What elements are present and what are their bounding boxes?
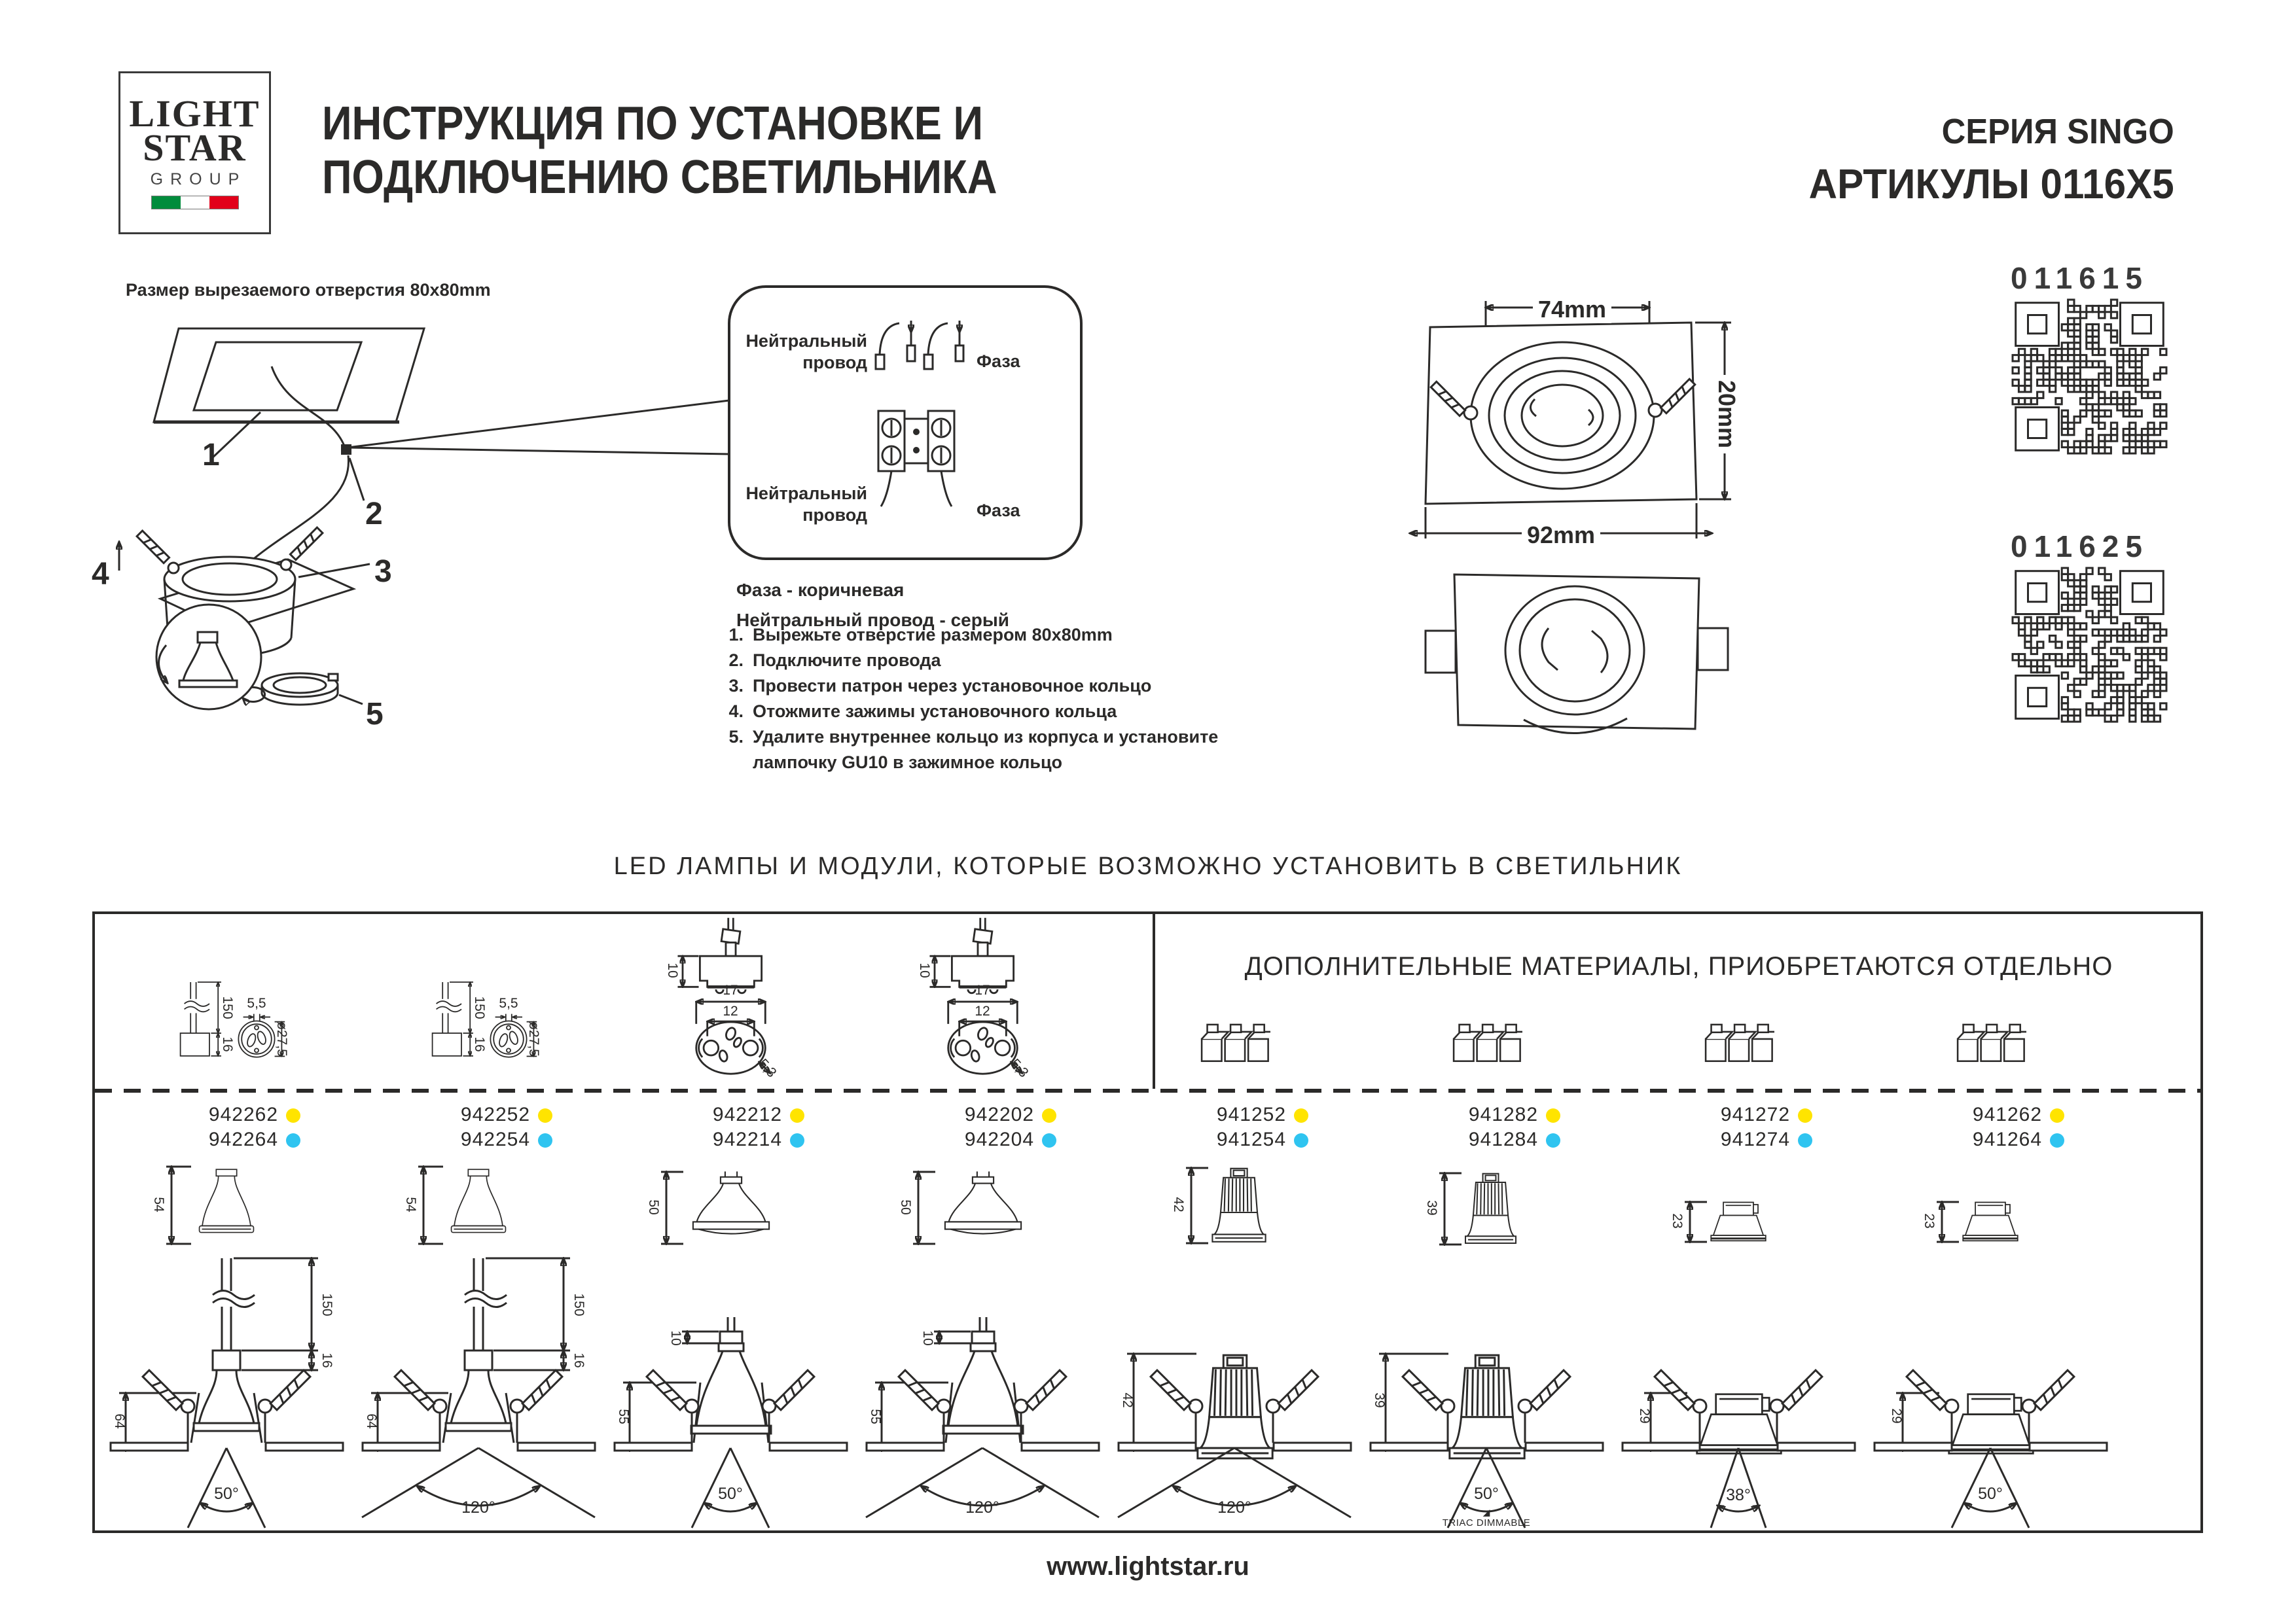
qr-code-2 xyxy=(2013,568,2166,722)
neutral-wire-label-bottom: Нейтральный провод xyxy=(745,484,867,525)
beam-angle-label: 50° xyxy=(214,1485,239,1503)
articles-label: АРТИКУЛЫ 0116Х5 xyxy=(1808,160,2174,207)
step-number: 4. xyxy=(728,701,744,721)
step-text: лампочку GU10 в зажимное кольцо xyxy=(753,752,1063,772)
dim-label: 5,3 xyxy=(755,1056,780,1081)
lamp-height-label: 42 xyxy=(1171,1197,1186,1212)
website-url: www.lightstar.ru xyxy=(1047,1552,1249,1581)
led-module-drawing xyxy=(1109,1161,1361,1253)
dim-label: 16 xyxy=(319,1352,334,1368)
triac-dimmable-label: TRIAC DIMMABLE xyxy=(1442,1517,1531,1528)
cool-white-dot-icon xyxy=(1546,1133,1560,1148)
dim-20mm: 20mm xyxy=(1713,375,1740,453)
beam-angle-label: 120° xyxy=(1217,1498,1251,1517)
terminal-block-icon xyxy=(1865,914,2117,1091)
dim-label: 39 xyxy=(1372,1392,1387,1408)
neutral-wire-label-top: Нейтральный провод xyxy=(745,331,867,372)
step-text: Вырежьте отверстие размером 80x80mm xyxy=(753,625,1113,644)
dim-74mm: 74mm xyxy=(1533,296,1611,323)
lamp-code-cool: 941254 xyxy=(1135,1129,1308,1151)
cool-white-dot-icon xyxy=(1294,1133,1308,1148)
led-module-drawing xyxy=(1613,1161,1865,1253)
fixture-side-view xyxy=(1414,568,1741,758)
beam-angle-label: 50° xyxy=(1978,1485,2003,1503)
install-drawing xyxy=(857,1254,1109,1529)
step-text: Удалите внутреннее кольцо из корпуса и установите xyxy=(753,727,1219,747)
warm-white-dot-icon xyxy=(790,1108,804,1123)
dim-92mm: 92mm xyxy=(1522,521,1600,549)
dim-label: 5,5 xyxy=(499,996,518,1011)
dim-label: 10 xyxy=(665,962,680,978)
lamp-column-7 xyxy=(1613,914,1865,1530)
dim-label: 10 xyxy=(920,1330,935,1346)
lamp-code-cool: 941264 xyxy=(1891,1129,2064,1151)
warm-white-dot-icon xyxy=(538,1108,552,1123)
lamp-code-cool: 942204 xyxy=(883,1129,1056,1151)
cool-white-dot-icon xyxy=(1042,1133,1056,1148)
page-title xyxy=(322,97,997,204)
lamp-code-cool: 942254 xyxy=(379,1129,552,1151)
phase-label-top: Фаза xyxy=(977,351,1020,371)
cool-white-dot-icon xyxy=(2050,1133,2064,1148)
installation-diagram xyxy=(98,308,478,831)
install-drawing xyxy=(353,1254,605,1529)
callout-4: 4 xyxy=(92,557,109,591)
warm-white-dot-icon xyxy=(1042,1108,1056,1123)
lamp-code-warm: 941262 xyxy=(1891,1104,2064,1126)
lamp-height-label: 39 xyxy=(1424,1200,1439,1216)
step-number: 3. xyxy=(728,676,744,696)
dim-label: 16 xyxy=(220,1036,235,1052)
step-number: 2. xyxy=(728,650,744,670)
dim-label: 55 xyxy=(868,1409,883,1424)
lamp-code-warm: 941272 xyxy=(1639,1104,1812,1126)
cool-white-dot-icon xyxy=(538,1133,552,1148)
logo-word-star: STAR xyxy=(143,126,247,169)
lamp-column-8 xyxy=(1865,914,2117,1530)
callout-5: 5 xyxy=(366,697,384,732)
dim-label: 64 xyxy=(364,1413,379,1429)
cool-white-dot-icon xyxy=(790,1133,804,1148)
dim-label: 42 xyxy=(1120,1392,1135,1408)
step-text: Провести патрон через установочное кольцо xyxy=(753,676,1152,696)
series-label: СЕРИЯ SINGO xyxy=(1941,112,2174,151)
gu10-lamp-drawing xyxy=(101,1161,353,1253)
led-module-drawing xyxy=(1865,1161,2117,1253)
mr16-lamp-drawing xyxy=(857,1161,1109,1253)
lamp-code-warm: 942252 xyxy=(379,1104,552,1126)
dim-label: 29 xyxy=(1637,1408,1652,1424)
dim-label: ø27,5 xyxy=(274,1021,289,1057)
callout-2: 2 xyxy=(365,497,383,531)
terminal-block-icon xyxy=(1613,914,1865,1091)
callout-1: 1 xyxy=(202,438,220,472)
dim-label: 16 xyxy=(571,1352,586,1368)
lamp-code-warm: 941252 xyxy=(1135,1104,1308,1126)
beam-angle-label: 120° xyxy=(965,1498,999,1517)
lamp-code-cool: 942214 xyxy=(631,1129,804,1151)
phase-label-bottom: Фаза xyxy=(977,501,1020,520)
dim-label: 17 xyxy=(975,983,990,998)
terminal-block-icon xyxy=(1109,914,1361,1091)
lamp-code-warm: 942262 xyxy=(127,1104,300,1126)
beam-angle-label: 38° xyxy=(1726,1486,1751,1504)
lamp-height-label: 50 xyxy=(646,1199,661,1215)
article-number-1: 011615 xyxy=(2011,261,2149,295)
dim-label: 150 xyxy=(319,1293,334,1316)
cool-white-dot-icon xyxy=(1798,1133,1812,1148)
lamp-column-6 xyxy=(1361,914,1613,1530)
article-number-2: 011625 xyxy=(2011,529,2149,563)
mr16-socket-drawing xyxy=(857,914,1109,1091)
callout-3: 3 xyxy=(374,554,392,589)
led-lamps-title: LED ЛАМПЫ И МОДУЛИ, КОТОРЫЕ ВОЗМОЖНО УСТАНОВИТЬ В СВЕТИЛЬНИК xyxy=(613,853,1683,880)
dimmable-triangle-icon: ◢ xyxy=(1482,1507,1490,1517)
italian-flag-icon xyxy=(151,196,239,209)
terminal-block-icon xyxy=(1361,914,1613,1091)
title-line-2: ПОДКЛЮЧЕНИЮ СВЕТИЛЬНИКА xyxy=(322,151,997,203)
warm-white-dot-icon xyxy=(2050,1108,2064,1123)
warm-white-dot-icon xyxy=(1798,1108,1812,1123)
dim-label: 150 xyxy=(571,1293,586,1316)
gu10-lamp-drawing xyxy=(353,1161,605,1253)
dim-label: 12 xyxy=(723,1004,738,1019)
dim-label: 150 xyxy=(220,996,235,1019)
logo-word-light: LIGHT xyxy=(129,92,260,135)
lamp-height-label: 23 xyxy=(1922,1213,1937,1229)
title-line-1: ИНСТРУКЦИЯ ПО УСТАНОВКЕ И xyxy=(322,97,984,150)
wiring-terminal-drawing xyxy=(873,313,971,520)
beam-angle-label: 50° xyxy=(1474,1485,1499,1503)
lamp-code-cool: 941284 xyxy=(1387,1129,1560,1151)
neutral-color-note: Нейтральный провод - серый xyxy=(736,610,1009,630)
beam-angle-label: 50° xyxy=(718,1485,743,1503)
step-text: Подключите провода xyxy=(753,650,941,670)
lamp-column-1 xyxy=(101,914,353,1530)
dim-label: 16 xyxy=(472,1036,487,1052)
lamp-height-label: 54 xyxy=(151,1197,166,1212)
step-number: 5. xyxy=(728,727,744,747)
beam-angle-label: 120° xyxy=(461,1498,495,1517)
additional-materials-title: ДОПОЛНИТЕЛЬНЫЕ МАТЕРИАЛЫ, ПРИОБРЕТАЮТСЯ ОТДЕЛЬНО xyxy=(1244,952,2113,981)
dim-label: 64 xyxy=(112,1413,127,1429)
install-drawing xyxy=(1109,1254,1361,1529)
dim-label: 55 xyxy=(616,1409,631,1424)
lamp-code-cool: 941274 xyxy=(1639,1129,1812,1151)
dim-label: 12 xyxy=(975,1004,990,1019)
dim-label: 17 xyxy=(723,983,738,998)
hole-size-label: Размер вырезаемого отверстия 80x80mm xyxy=(126,280,491,300)
lamp-height-label: 50 xyxy=(898,1199,913,1215)
dim-label: 10 xyxy=(917,962,932,978)
lamp-column-5 xyxy=(1109,914,1361,1530)
mr16-socket-drawing xyxy=(605,914,857,1091)
lamp-height-label: 23 xyxy=(1670,1213,1685,1229)
lamp-code-cool: 942264 xyxy=(127,1129,300,1151)
lamp-column-3 xyxy=(605,914,857,1530)
lamps-compat-box xyxy=(92,911,2203,1533)
lamp-code-warm: 942212 xyxy=(631,1104,804,1126)
fixture-top-view xyxy=(1401,291,1754,553)
lamp-height-label: 54 xyxy=(403,1197,418,1212)
logo-word-group: GROUP xyxy=(150,169,247,188)
warm-white-dot-icon xyxy=(1546,1108,1560,1123)
step-text: Отожмите зажимы установочного кольца xyxy=(753,701,1117,721)
lamp-column-2 xyxy=(353,914,605,1530)
step-number: 1. xyxy=(728,625,744,644)
led-module-drawing xyxy=(1361,1161,1613,1253)
warm-white-dot-icon xyxy=(286,1108,300,1123)
dim-label: ø27,5 xyxy=(526,1021,541,1057)
lightstar-logo xyxy=(118,71,271,234)
dim-label: 150 xyxy=(472,996,487,1019)
dim-label: 5,5 xyxy=(247,996,266,1011)
lamp-code-warm: 941282 xyxy=(1387,1104,1560,1126)
mr16-lamp-drawing xyxy=(605,1161,857,1253)
qr-code-1 xyxy=(2013,300,2166,453)
lamp-column-4 xyxy=(857,914,1109,1530)
lamp-code-warm: 942202 xyxy=(883,1104,1056,1126)
dim-label: 29 xyxy=(1889,1408,1904,1424)
cool-white-dot-icon xyxy=(286,1133,300,1148)
dim-label: 5,3 xyxy=(1007,1056,1031,1081)
warm-white-dot-icon xyxy=(1294,1108,1308,1123)
phase-color-note: Фаза - коричневая xyxy=(736,580,905,600)
dim-label: 10 xyxy=(668,1330,683,1346)
